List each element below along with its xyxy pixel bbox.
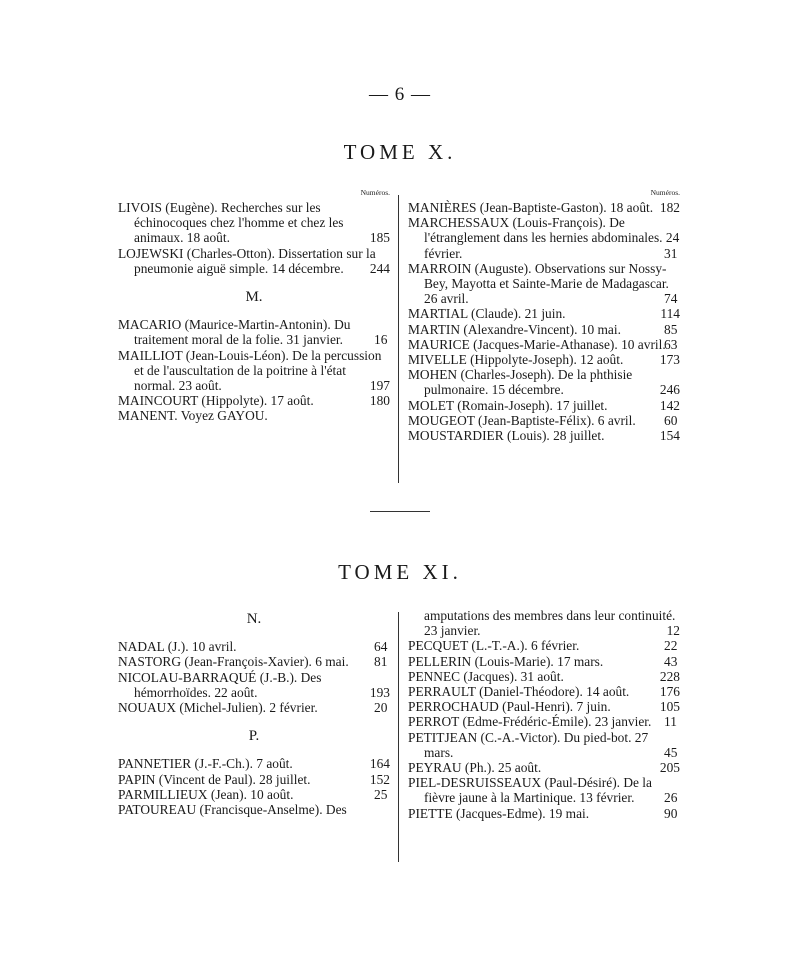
entry-text: PIEL-DESRUISSEAUX (Paul-Désiré). De la fièvre jaune à la Martinique. 13 février. bbox=[408, 775, 652, 806]
entry-text: PELLERIN (Louis-Marie). 17 mars. bbox=[408, 653, 604, 669]
entry-number: 197 bbox=[369, 378, 390, 394]
entry-text: PIETTE (Jacques-Edme). 19 mai. bbox=[408, 805, 590, 821]
entry-text: MARCHESSAUX (Louis-François). De l'étranglement dans les hernies abdominales. 24 février. bbox=[408, 215, 680, 261]
entry-text: LOJEWSKI (Charles-Otton). Dissertation sur la pneumonie aiguë simple. 14 décembre. bbox=[118, 245, 376, 276]
entry-number: 193 bbox=[369, 684, 390, 700]
index-entry bbox=[118, 393, 390, 408]
tome-x-left-column bbox=[118, 200, 390, 424]
entry-text: PECQUET (L.-T.-A.). 6 février. bbox=[408, 638, 580, 654]
entry-text: PENNEC (Jacques). 31 août. bbox=[408, 668, 564, 684]
entry-text: MIVELLE (Hippolyte-Joseph). 12 août. bbox=[408, 352, 624, 368]
tome-xi-right-column bbox=[408, 608, 680, 821]
entry-text: PETITJEAN (C.-A.-Victor). Du pied-bot. 27 mars. bbox=[408, 729, 649, 760]
section-letter: M. bbox=[245, 289, 263, 306]
entry-text: MARTIAL (Claude). 21 juin. bbox=[408, 306, 566, 322]
entry-text: NASTORG (Jean-François-Xavier). 6 mai. bbox=[118, 654, 349, 670]
index-entry: PERROT (Edme-Frédéric-Émile). 23 janvier. 11 bbox=[408, 714, 677, 730]
index-entry: MAURICE (Jacques-Marie-Athanase). 10 avril. 63 bbox=[408, 336, 678, 352]
entry-text: PAPIN (Vincent de Paul). 28 juillet. bbox=[118, 771, 311, 787]
column-divider bbox=[398, 195, 399, 483]
entry-text: MANIÈRES (Jean-Baptiste-Gaston). 18 août. bbox=[408, 200, 654, 215]
entry-text: PERROCHAUD (Paul-Henri). 7 juin. bbox=[408, 699, 611, 715]
index-entry: PECQUET (L.-T.-A.). 6 février. 22 bbox=[408, 638, 678, 654]
entry-text: MANENT. Voyez GAYOU. bbox=[118, 408, 268, 424]
section-letter: N. bbox=[246, 611, 262, 627]
index-entry bbox=[408, 200, 680, 215]
index-entry bbox=[118, 200, 390, 246]
entry-text: LIVOIS (Eugène). Recherches sur les échinocoques chez l'homme et chez les animaux. 18 août. bbox=[118, 200, 344, 246]
entry-number: 142 bbox=[659, 397, 680, 413]
tome-x-title: TOME X. bbox=[343, 140, 457, 164]
entry-number: 228 bbox=[659, 668, 680, 684]
entry-text: MACARIO (Maurice-Martin-Antonin). Du traitement moral de la folie. 31 janvier. bbox=[118, 317, 351, 348]
entry-number: 244 bbox=[369, 260, 390, 276]
index-entry bbox=[408, 428, 680, 443]
index-entry: PETITJEAN (C.-A.-Victor). Du pied-bot. 27 mars. 45 bbox=[408, 729, 678, 760]
index-entry bbox=[118, 802, 390, 817]
tome-x-left-header: Numéros. bbox=[360, 188, 390, 197]
page-number: — 6 — bbox=[369, 84, 431, 105]
index-entry bbox=[408, 760, 680, 775]
index-entry: PIETTE (Jacques-Edme). 19 mai. 90 bbox=[408, 805, 678, 821]
index-entry: PIEL-DESRUISSEAUX (Paul-Désiré). De la fièvre jaune à la Martinique. 13 février. 26 bbox=[408, 775, 678, 806]
column-divider bbox=[398, 612, 399, 862]
tome-xi-left-column bbox=[118, 598, 390, 817]
index-entry bbox=[118, 756, 390, 771]
index-entry bbox=[408, 398, 680, 413]
index-entry bbox=[408, 699, 680, 714]
section-rule bbox=[370, 511, 430, 512]
entry-text: NOUAUX (Michel-Julien). 2 février. bbox=[118, 700, 318, 716]
entry-text: MARTIN (Alexandre-Vincent). 10 mai. bbox=[408, 321, 621, 337]
index-entry bbox=[408, 669, 680, 684]
tome-x-right-column bbox=[408, 200, 680, 443]
entry-number: 180 bbox=[369, 393, 390, 409]
index-entry: MOUGEOT (Jean-Baptiste-Félix). 6 avril. 60 bbox=[408, 412, 678, 428]
entry-text: NADAL (J.). 10 avril. bbox=[118, 639, 237, 655]
index-entry bbox=[408, 306, 680, 321]
entry-text: PATOUREAU (Francisque-Anselme). Des bbox=[118, 802, 347, 818]
index-entry: NADAL (J.). 10 avril. 64 bbox=[118, 639, 388, 655]
index-entry: PELLERIN (Louis-Marie). 17 mars. 43 bbox=[408, 653, 678, 669]
entry-text: MOLET (Romain-Joseph). 17 juillet. bbox=[408, 397, 608, 413]
entry-number: 176 bbox=[659, 684, 680, 700]
tome-x-right-header: Numéros. bbox=[650, 188, 680, 197]
entry-text: amputations des membres dans leur continuité. 23 janvier. bbox=[424, 608, 676, 639]
section-letter: P. bbox=[248, 728, 260, 745]
index-entry: NASTORG (Jean-François-Xavier). 6 mai. 81 bbox=[118, 654, 388, 670]
entry-number: 185 bbox=[369, 230, 390, 246]
index-entry bbox=[118, 246, 390, 276]
index-entry: NOUAUX (Michel-Julien). 2 février. 20 bbox=[118, 700, 388, 716]
entry-number: 173 bbox=[659, 352, 680, 368]
index-entry bbox=[118, 348, 390, 394]
index-entry bbox=[118, 772, 390, 787]
entry-text: MOUGEOT (Jean-Baptiste-Félix). 6 avril. bbox=[408, 412, 636, 428]
entry-text: MAINCOURT (Hippolyte). 17 août. bbox=[118, 393, 314, 409]
index-entry bbox=[408, 352, 680, 367]
entry-text: MARROIN (Auguste). Observations sur Nossy-Bey, Mayotta et Sainte-Marie de Madagascar. 26 avril. bbox=[408, 260, 669, 307]
entry-text: PARMILLIEUX (Jean). 10 août. bbox=[118, 786, 294, 802]
entry-text: MAURICE (Jacques-Marie-Athanase). 10 avril. bbox=[408, 336, 666, 352]
entry-text: NICOLAU-BARRAQUÉ (J.-B.). Des hémorrhoïdes. 22 août. bbox=[118, 669, 322, 700]
index-entry: MARCHESSAUX (Louis-François). De l'étranglement dans les hernies abdominales. 24 février. 31 bbox=[408, 215, 680, 261]
entry-text: PANNETIER (J.-F.-Ch.). 7 août. bbox=[118, 756, 293, 772]
tome-xi-title: TOME XI. bbox=[338, 560, 462, 584]
entry-number: 154 bbox=[659, 428, 680, 444]
entry-text: MOUSTARDIER (Louis). 28 juillet. bbox=[408, 428, 605, 444]
entry-number: 12 bbox=[666, 623, 680, 639]
index-entry: MACARIO (Maurice-Martin-Antonin). Du traitement moral de la folie. 31 janvier. 16 bbox=[118, 317, 388, 348]
index-entry bbox=[408, 367, 680, 397]
entry-text: PEYRAU (Ph.). 25 août. bbox=[408, 760, 542, 776]
entry-text: MOHEN (Charles-Joseph). De la phthisie pulmonaire. 15 décembre. bbox=[408, 367, 633, 398]
entry-number: 114 bbox=[660, 306, 680, 322]
index-entry bbox=[408, 684, 680, 699]
entry-number: 182 bbox=[659, 200, 680, 215]
index-entry bbox=[408, 608, 680, 638]
entry-number: 164 bbox=[369, 756, 390, 772]
index-entry: MARTIN (Alexandre-Vincent). 10 mai. 85 bbox=[408, 321, 678, 337]
index-entry: PARMILLIEUX (Jean). 10 août. 25 bbox=[118, 786, 388, 802]
entry-number: 205 bbox=[659, 760, 680, 776]
entry-text: MAILLIOT (Jean-Louis-Léon). De la percussion et de l'auscultation de la poitrine à l'état normal. 23 août. bbox=[118, 347, 382, 394]
entry-number: 246 bbox=[659, 382, 680, 398]
entry-number: 152 bbox=[369, 771, 390, 787]
index-entry: MARROIN (Auguste). Observations sur Nossy-Bey, Mayotta et Sainte-Marie de Madagascar. 26 avril. 74 bbox=[408, 260, 678, 307]
entry-text: PERRAULT (Daniel-Théodore). 14 août. bbox=[408, 684, 630, 700]
entry-text: PERROT (Edme-Frédéric-Émile). 23 janvier. bbox=[408, 714, 652, 730]
index-entry bbox=[118, 408, 390, 423]
entry-number: 105 bbox=[659, 699, 680, 715]
index-entry bbox=[118, 670, 390, 700]
